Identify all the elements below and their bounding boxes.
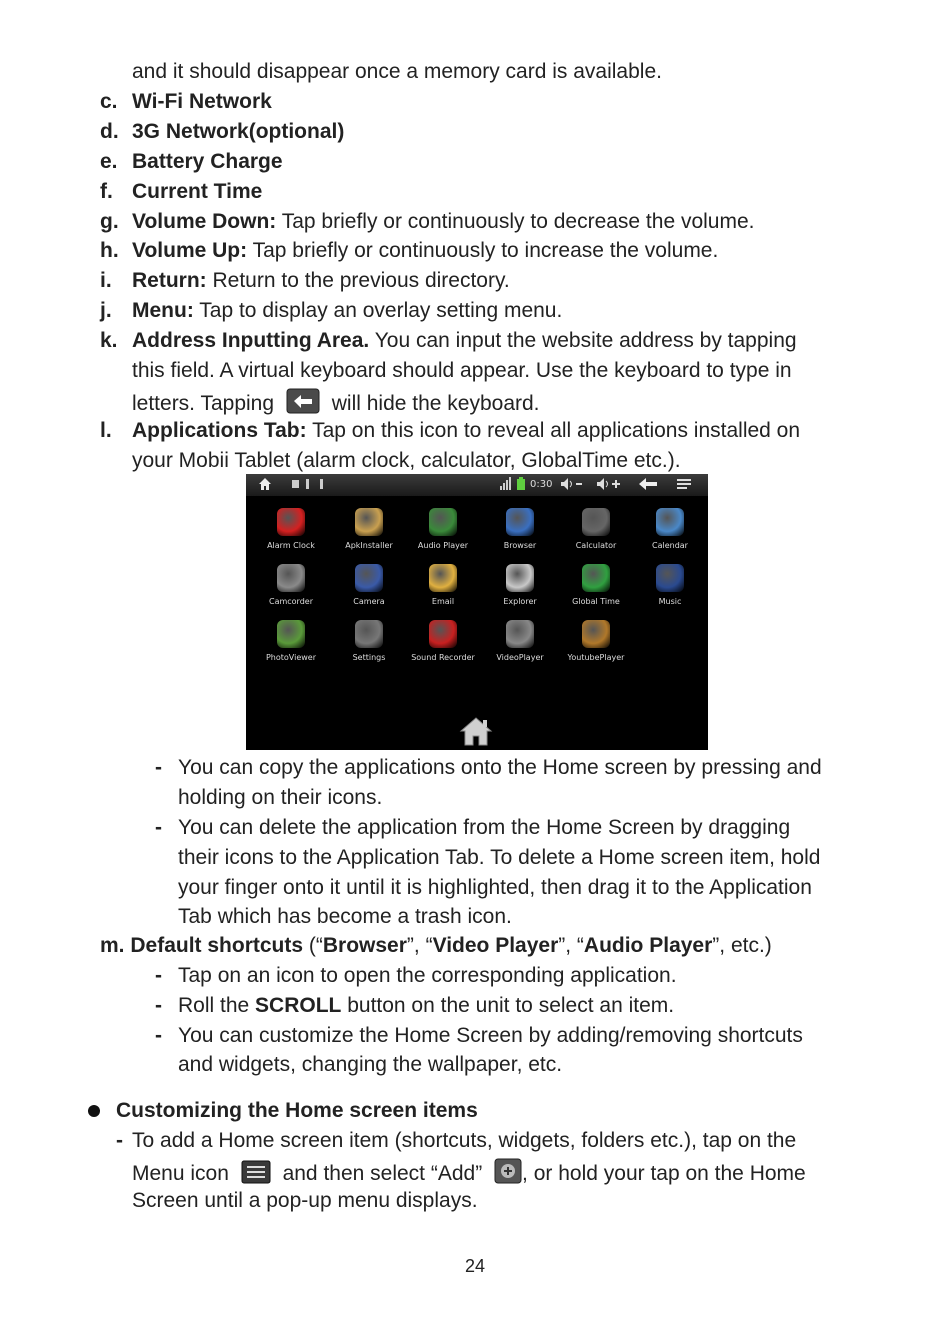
calendar-icon: [656, 508, 684, 536]
app-label: Calculator: [575, 541, 617, 550]
notification-icons: [292, 477, 328, 497]
app-icon[interactable]: [253, 508, 329, 552]
app-label: Explorer: [503, 597, 537, 606]
back-arrow-icon: [286, 388, 320, 421]
punct: (“: [303, 934, 323, 957]
item-label: k.: [100, 329, 118, 352]
app-label: Camcorder: [268, 597, 313, 606]
item-title: Volume Down:: [132, 210, 277, 233]
item-title: Wi-Fi Network: [132, 90, 272, 113]
bullet-dash: -: [155, 994, 162, 1017]
item-label: l.: [100, 419, 112, 442]
item-desc: Tap on this icon to reveal all applications installed on: [306, 419, 801, 442]
return-icon[interactable]: [638, 477, 658, 497]
bullet-dash: -: [116, 1129, 123, 1152]
item-desc-line: letters. Tapping: [132, 392, 275, 415]
app-label: Calendar: [652, 541, 688, 550]
item-title: Menu:: [132, 299, 194, 322]
audio-player-icon: [429, 508, 457, 536]
app-icon[interactable]: [632, 508, 708, 552]
volume-down-icon[interactable]: [560, 477, 584, 497]
email-icon: [429, 564, 457, 592]
bullet-text: , or hold your tap on the Home: [522, 1162, 806, 1185]
item-desc: Tap briefly or continuously to decrease the volume.: [276, 210, 755, 233]
app-label: Camera: [353, 597, 385, 606]
item-title: Return:: [132, 269, 207, 292]
item-label: m.: [100, 934, 125, 957]
calculator-icon: [582, 508, 610, 536]
bullet-dot: [88, 1105, 100, 1117]
item-title: Default shortcuts: [130, 934, 304, 957]
globe-icon: [506, 508, 534, 536]
shortcut-video-player: Video Player: [432, 934, 559, 957]
app-icon[interactable]: [331, 620, 407, 664]
bullet-line: Tab which has become a trash icon.: [178, 905, 512, 928]
app-label: Music: [658, 597, 682, 606]
bullet-text: button on the unit to select an item.: [341, 994, 675, 1017]
item-label: h.: [100, 239, 119, 262]
app-icon[interactable]: [253, 564, 329, 608]
app-icon[interactable]: [558, 508, 634, 552]
item-label: e.: [100, 150, 118, 173]
app-icon[interactable]: [482, 508, 558, 552]
item-label: c.: [100, 90, 118, 113]
app-icon[interactable]: [482, 564, 558, 608]
item-label: i.: [100, 269, 112, 292]
bullet-dash: -: [155, 964, 162, 987]
app-label: Browser: [503, 541, 537, 550]
app-icon[interactable]: [558, 564, 634, 608]
menu-icon[interactable]: [676, 477, 692, 497]
clapper-icon: [506, 620, 534, 648]
shortcut-audio-player: Audio Player: [583, 934, 713, 957]
app-label: PhotoViewer: [265, 653, 316, 662]
volume-up-icon[interactable]: [596, 477, 622, 497]
home-icon: [258, 477, 272, 497]
app-icon[interactable]: [331, 564, 407, 608]
app-icon[interactable]: [253, 620, 329, 664]
app-label: Sound Recorder: [411, 653, 475, 662]
app-label: VideoPlayer: [496, 653, 544, 662]
item-desc: Return to the previous directory.: [206, 269, 510, 292]
bullet-line: Screen until a pop-up menu displays.: [132, 1189, 478, 1212]
bullet-line: and widgets, changing the wallpaper, etc.: [178, 1053, 563, 1076]
folder-icon: [506, 564, 534, 592]
camcorder-icon: [277, 564, 305, 592]
item-title: Current Time: [132, 180, 263, 203]
section-heading: Customizing the Home screen items: [116, 1099, 478, 1122]
item-desc-line: your Mobii Tablet (alarm clock, calculator, GlobalTime etc.).: [132, 449, 681, 472]
app-label: Global Time: [572, 597, 620, 606]
status-bar: [246, 474, 708, 496]
battery-icon: [516, 477, 526, 497]
tablet-screenshot: [246, 474, 708, 750]
item-title: Volume Up:: [132, 239, 248, 262]
item-label: j.: [100, 299, 112, 322]
item-label: g.: [100, 210, 119, 233]
app-icon[interactable]: [558, 620, 634, 664]
package-icon: [355, 508, 383, 536]
scroll-keyword: SCROLL: [255, 994, 342, 1017]
photo-icon: [277, 620, 305, 648]
bullet-line: You can copy the applications onto the Home screen by pressing and: [178, 756, 822, 779]
bullet-dash: -: [155, 756, 162, 779]
bullet-line: You can customize the Home Screen by adding/removing shortcuts: [178, 1024, 803, 1047]
applications-tab-home-icon[interactable]: [459, 716, 493, 750]
app-icon[interactable]: [632, 564, 708, 608]
app-icon[interactable]: [405, 620, 481, 664]
menu-icon: [241, 1160, 271, 1191]
alarm-clock-icon: [277, 508, 305, 536]
gear-icon: [355, 620, 383, 648]
app-icon[interactable]: [482, 620, 558, 664]
app-label: Email: [431, 597, 455, 606]
page-number: 24: [464, 1256, 486, 1276]
camera-icon: [355, 564, 383, 592]
app-label: Alarm Clock: [267, 541, 315, 550]
app-label: Settings: [352, 653, 386, 662]
music-icon: [656, 564, 684, 592]
current-time: 0:30: [530, 479, 553, 490]
item-title: 3G Network(optional): [132, 120, 345, 143]
app-label: Audio Player: [417, 541, 469, 550]
add-icon: [494, 1158, 522, 1191]
app-icon[interactable]: [331, 508, 407, 552]
item-desc: You can input the website address by tapping: [369, 329, 797, 352]
app-icon[interactable]: [405, 508, 481, 552]
item-label: d.: [100, 120, 119, 143]
bullet-line: their icons to the Application Tab. To delete a Home screen item, hold: [178, 846, 821, 869]
bullet-line: holding on their icons.: [178, 786, 383, 809]
bullet-text: Roll the: [178, 994, 256, 1017]
shortcut-browser: Browser: [322, 934, 407, 957]
punct: ”, “: [406, 934, 433, 957]
signal-icon: [500, 477, 512, 497]
item-title: Battery Charge: [132, 150, 283, 173]
app-icon[interactable]: [405, 564, 481, 608]
item-title: Address Inputting Area.: [132, 329, 370, 352]
app-label: YoutubePlayer: [567, 653, 625, 662]
bullet-text: Menu icon: [132, 1162, 229, 1185]
bullet-text: and then select “Add”: [282, 1162, 483, 1185]
item-title: Applications Tab:: [132, 419, 307, 442]
bullet-line: your finger onto it until it is highlighted, then drag it to the Application: [178, 876, 812, 899]
punct: ”, “: [558, 934, 584, 957]
app-label: ApkInstaller: [345, 541, 393, 550]
bullet-dash: -: [155, 816, 162, 839]
bullet-line: Tap on an icon to open the corresponding application.: [178, 964, 677, 987]
bullet-line: To add a Home screen item (shortcuts, widgets, folders etc.), tap on the: [132, 1129, 797, 1152]
video-icon: [582, 620, 610, 648]
clock-globe-icon: [582, 564, 610, 592]
bullet-dash: -: [155, 1024, 162, 1047]
item-desc-line: will hide the keyboard.: [331, 392, 540, 415]
item-desc-line: this field. A virtual keyboard should appear. Use the keyboard to type in: [132, 359, 792, 382]
punct: ”, etc.): [712, 934, 772, 957]
bullet-line: You can delete the application from the Home Screen by dragging: [178, 816, 791, 839]
microphone-icon: [429, 620, 457, 648]
item-label: f.: [100, 180, 113, 203]
item-desc: Tap to display an overlay setting menu.: [193, 299, 563, 322]
intro-line: and it should disappear once a memory card is available.: [132, 60, 662, 83]
item-desc: Tap briefly or continuously to increase the volume.: [247, 239, 719, 262]
